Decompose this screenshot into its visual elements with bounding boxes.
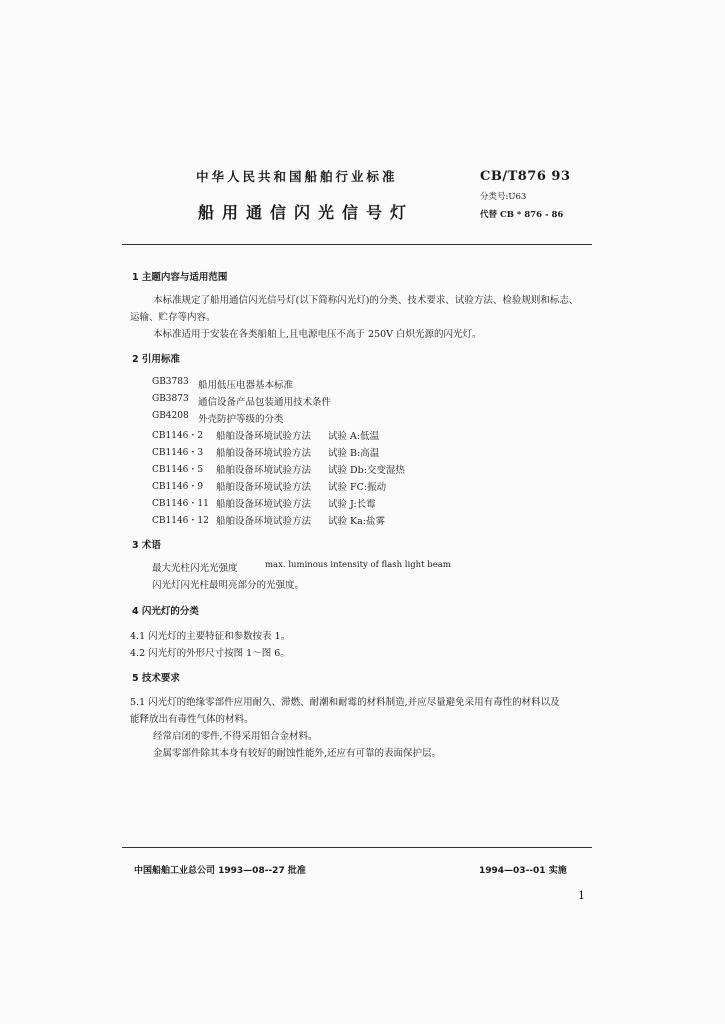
- reference-code: GB4208: [152, 411, 189, 421]
- header-rule: [122, 244, 592, 245]
- clause-5-1-line: 能释放出有毒性气体的材料。: [130, 714, 254, 725]
- reference-code: CB1146・9: [152, 482, 204, 492]
- reference-title: 船舶设备环境试验方法: [216, 431, 312, 442]
- reference-test: 试验 Db:交变湿热: [328, 465, 405, 476]
- term-english: max. luminous intensity of flash light beam: [265, 560, 451, 570]
- page-number: 1: [578, 889, 585, 902]
- reference-title: 船舶设备环境试验方法: [216, 516, 312, 527]
- reference-code: CB1146・12: [152, 516, 209, 526]
- clause-4-1: 4.1 闪光灯的主要特征和参数按表 1。: [130, 631, 291, 642]
- reference-test: 试验 Ka:盐雾: [328, 516, 385, 527]
- term-chinese: 最大光柱闪光光强度: [152, 563, 238, 574]
- reference-title: 船舶设备环境试验方法: [216, 499, 312, 510]
- reference-test: 试验 FC:振动: [328, 482, 387, 493]
- replaces-standard: 代替 CB * 876 - 86: [480, 210, 564, 220]
- reference-title: 船舶设备环境试验方法: [216, 482, 312, 493]
- section-4-heading: 4 闪光灯的分类: [132, 606, 199, 617]
- section-3-heading: 3 术语: [132, 540, 161, 551]
- effective-date: 1994—03--01 实施: [479, 866, 567, 876]
- section-1-paragraph: 本标准适用于安装在各类船舶上,且电源电压不高于 250V 白炽光源的闪光灯。: [153, 329, 482, 340]
- approval-line: 中国船舶工业总公司 1993—08--27 批准: [134, 866, 306, 876]
- reference-code: CB1146・3: [152, 448, 204, 458]
- reference-code: GB3783: [152, 377, 189, 387]
- classification-number: 分类号:U63: [480, 192, 527, 202]
- reference-code: CB1146・2: [152, 431, 204, 441]
- reference-code: CB1146・5: [152, 465, 204, 475]
- clause-5-1-line: 5.1 闪光灯的绝缘零部件应用耐久、滞燃、耐潮和耐霉的材料制造,并应尽量避免采用有毒性的材料以及: [130, 697, 560, 708]
- reference-title: 外壳防护等级的分类: [198, 414, 284, 425]
- reference-test: 试验 A:低温: [328, 431, 380, 442]
- reference-test: 试验 J:长霉: [328, 499, 376, 510]
- standard-org: 中华人民共和国船舶行业标准: [196, 169, 398, 184]
- reference-code: CB1146・11: [152, 499, 209, 509]
- section-1-paragraph-line: 本标准规定了船用通信闪光信号灯(以下简称闪光灯)的分类、技术要求、试验方法、检验规则和标志、: [153, 295, 579, 306]
- clause-5-1-paragraph: 经常启闭的零件,不得采用铝合金材料。: [153, 731, 318, 742]
- section-1-paragraph-line: 运输、贮存等内容。: [130, 312, 216, 323]
- section-5-heading: 5 技术要求: [132, 673, 180, 684]
- footer-rule: [122, 847, 592, 848]
- reference-title: 通信设备产品包装通用技术条件: [198, 397, 332, 408]
- section-2-heading: 2 引用标准: [132, 354, 180, 365]
- term-definition: 闪光灯闪光柱最明亮部分的光强度。: [152, 580, 305, 591]
- document-title: 船用通信闪光信号灯: [198, 203, 415, 222]
- reference-title: 船用低压电器基本标准: [198, 380, 294, 391]
- reference-title: 船舶设备环境试验方法: [216, 465, 312, 476]
- reference-test: 试验 B:高温: [328, 448, 380, 459]
- section-1-heading: 1 主题内容与适用范围: [132, 272, 228, 283]
- reference-code: GB3873: [152, 394, 189, 404]
- standard-code: CB/T876 93: [480, 169, 571, 184]
- reference-title: 船舶设备环境试验方法: [216, 448, 312, 459]
- clause-5-1-paragraph: 金属零部件除其本身有较好的耐蚀性能外,还应有可靠的表面保护层。: [153, 748, 442, 759]
- clause-4-2: 4.2 闪光灯的外形尺寸按图 1～图 6。: [130, 648, 290, 659]
